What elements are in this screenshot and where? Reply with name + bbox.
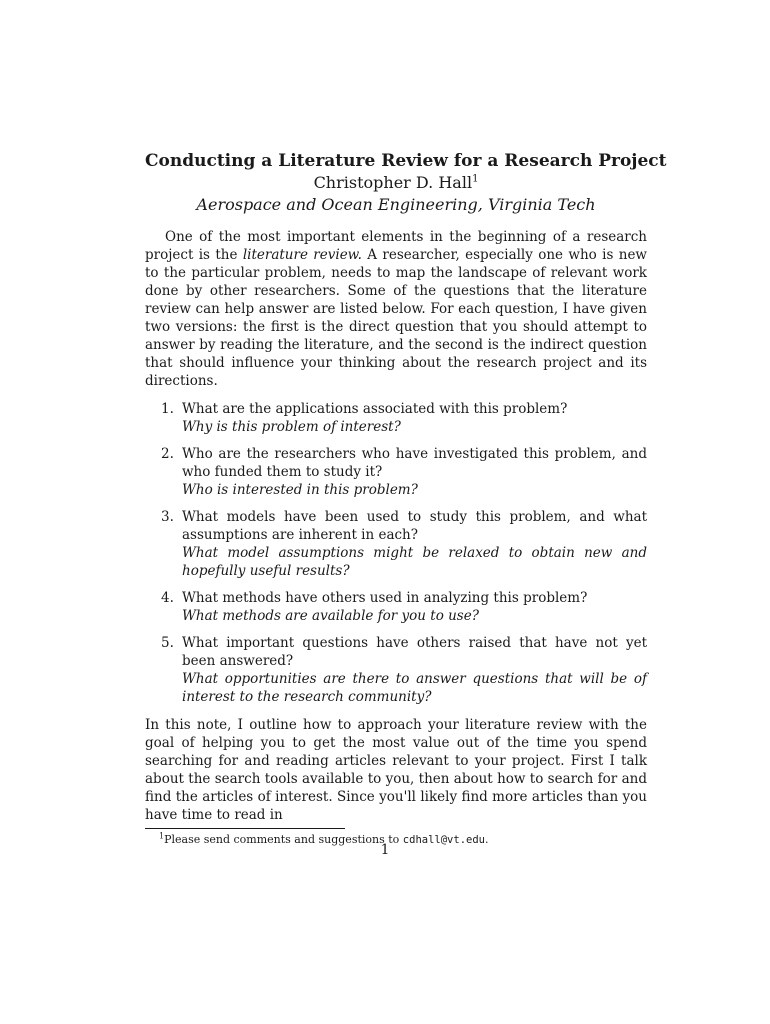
paper-title: Conducting a Literature Review for a Research Project (145, 151, 667, 171)
indirect-question: What model assumptions might be relaxed to obtain new and hopefully useful results? (182, 545, 647, 579)
indirect-question: Who is interested in this problem? (182, 482, 418, 498)
question-number: 1. (161, 401, 174, 417)
intro-paragraph (145, 228, 647, 390)
footnote-end: . (484, 833, 489, 846)
question-item (145, 445, 647, 499)
author-line (145, 172, 647, 194)
author-name: Christopher D. Hall (313, 173, 473, 192)
indirect-question: What methods are available for you to use? (182, 608, 479, 624)
paper-page (145, 150, 667, 847)
question-item (145, 400, 647, 436)
indirect-question: What opportunities are there to answer questions that will be of interest to the research community? (182, 671, 647, 705)
direct-question: What models have been used to study this problem, and what assumptions are inherent in each? (182, 509, 647, 543)
affiliation: Aerospace and Ocean Engineering, Virginia Tech (196, 195, 596, 214)
question-list (145, 400, 647, 706)
question-item (145, 634, 647, 706)
question-item (145, 508, 647, 580)
intro-text-after: A researcher, especially one who is new to the particular problem, needs to map the landscape of relevant work done by other researchers. Some of the questions that the literature review can help answer are listed below. For each question, I have given two versions: the first is the direct question that you should attempt to answer by reading the literature, and the second is the indirect question that should influence your thinking about the research project and its directions. (145, 247, 647, 389)
question-number: 4. (161, 590, 174, 606)
question-number: 3. (161, 509, 174, 525)
direct-question: Who are the researchers who have investigated this problem, and who funded them to study it? (182, 446, 647, 480)
intro-emphasis: literature review. (242, 247, 362, 263)
author-footnote-mark: 1 (472, 173, 479, 185)
indirect-question: Why is this problem of interest? (182, 419, 401, 435)
footnote-mark: 1 (159, 831, 165, 841)
closing-paragraph: In this note, I outline how to approach your literature review with the goal of helping you to get the most value out of the time you spend searching for and reading articles relevant to your project. First I talk about the search tools available to you, then about how to search for and find the articles of interest. Since you'll likely find more articles than you have time to read in (145, 717, 647, 823)
direct-question: What methods have others used in analyzing this problem? (182, 590, 588, 606)
footnote-rule (145, 828, 345, 829)
footnote-email: cdhall@vt.edu (402, 834, 485, 846)
direct-question: What important questions have others raised that have not yet been answered? (182, 635, 647, 669)
question-item (145, 589, 647, 625)
footnote-text: Please send comments and suggestions to (164, 833, 403, 846)
direct-question: What are the applications associated with this problem? (182, 401, 568, 417)
intro-text-before: One of the most important elements in the beginning of a research project is the (145, 229, 647, 263)
question-number: 5. (161, 635, 174, 651)
page-number: 1 (380, 842, 390, 858)
question-number: 2. (161, 446, 174, 462)
